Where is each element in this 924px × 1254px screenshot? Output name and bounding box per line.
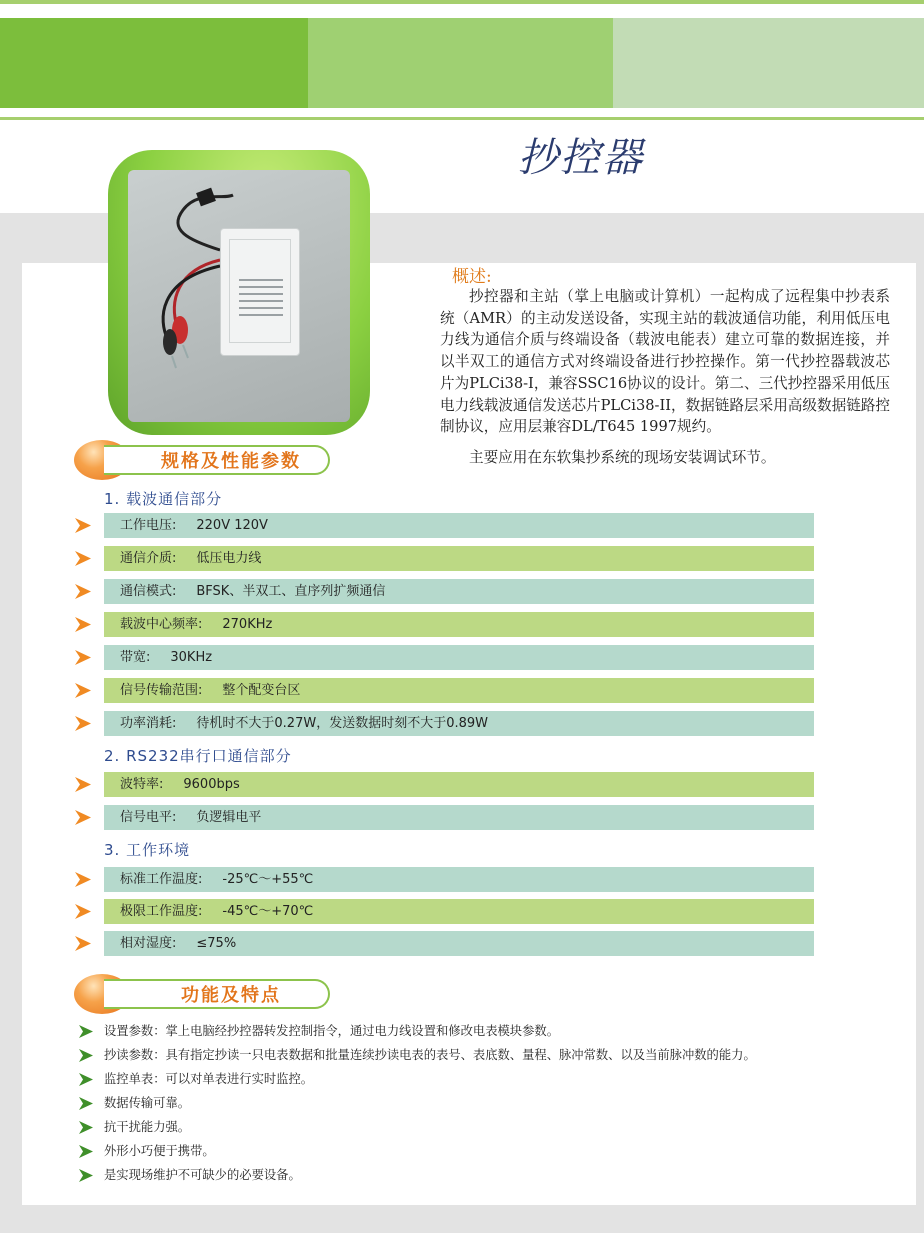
spec-bar bbox=[104, 513, 814, 538]
spec-value: 220V 120V bbox=[196, 518, 268, 533]
spec-group-title: 2. RS232串行口通信部分 bbox=[104, 747, 292, 765]
spec-label: 带宽: bbox=[120, 650, 151, 665]
header-band-1 bbox=[0, 18, 308, 108]
orange-arrow-icon bbox=[74, 715, 92, 732]
spec-bar bbox=[104, 645, 814, 670]
spec-row bbox=[74, 645, 814, 670]
orange-arrow-icon bbox=[74, 583, 92, 600]
spec-label: 工作电压: bbox=[120, 518, 177, 533]
orange-arrow-icon bbox=[74, 903, 92, 920]
spec-value: 270KHz bbox=[222, 617, 273, 632]
device-body bbox=[220, 228, 300, 356]
features-heading: 功能及特点 bbox=[181, 985, 281, 1006]
orange-arrow-icon bbox=[74, 809, 92, 826]
green-arrow-icon bbox=[78, 1144, 94, 1159]
spec-row bbox=[74, 579, 814, 604]
spec-bar bbox=[104, 612, 814, 637]
spec-bar bbox=[104, 931, 814, 956]
header-rule bbox=[0, 117, 924, 120]
spec-value: 整个配变台区 bbox=[222, 683, 301, 698]
page-title: 抄控器 bbox=[518, 135, 644, 181]
spec-row bbox=[74, 546, 814, 571]
feature-text: 抗干扰能力强。 bbox=[104, 1120, 191, 1134]
green-arrow-icon bbox=[78, 1096, 94, 1111]
spec-value: BFSK、半双工、直序列扩频通信 bbox=[196, 584, 386, 599]
spec-bar bbox=[104, 579, 814, 604]
spec-value: 待机时不大于0.27W，发送数据时刻不大于0.89W bbox=[196, 716, 488, 731]
spec-value: 30KHz bbox=[170, 650, 213, 665]
spec-label: 相对湿度: bbox=[120, 936, 177, 951]
spec-group-title: 3. 工作环境 bbox=[104, 841, 191, 859]
spec-row bbox=[74, 931, 814, 956]
orange-arrow-icon bbox=[74, 682, 92, 699]
spec-row bbox=[74, 805, 814, 830]
spec-label: 功率消耗: bbox=[120, 716, 177, 731]
spec-bar bbox=[104, 546, 814, 571]
feature-text: 抄读参数：具有指定抄读一只电表数据和批量连续抄读电表的表号、表底数、量程、脉冲常数、以及当前脉冲数的能力。 bbox=[104, 1048, 756, 1062]
green-arrow-icon bbox=[78, 1072, 94, 1087]
spec-label: 载波中心频率: bbox=[120, 617, 203, 632]
green-arrow-icon bbox=[78, 1168, 94, 1183]
green-arrow-icon bbox=[78, 1024, 94, 1039]
orange-arrow-icon bbox=[74, 935, 92, 952]
spec-bar bbox=[104, 772, 814, 797]
header-band-3 bbox=[613, 18, 924, 108]
feature-text: 设置参数：掌上电脑经抄控器转发控制指令，通过电力线设置和修改电表模块参数。 bbox=[104, 1024, 559, 1038]
orange-arrow-icon bbox=[74, 649, 92, 666]
spec-value: ≤75% bbox=[196, 936, 237, 951]
spec-label: 标准工作温度: bbox=[120, 872, 203, 887]
spec-row bbox=[74, 899, 814, 924]
spec-value: -25℃～+55℃ bbox=[222, 872, 314, 887]
intro-paragraph-2: 主要应用在东软集抄系统的现场安装调试环节。 bbox=[469, 449, 776, 466]
spec-row bbox=[74, 513, 814, 538]
spec-bar bbox=[104, 867, 814, 892]
specs-heading: 规格及性能参数 bbox=[161, 451, 301, 472]
spec-value: -45℃～+70℃ bbox=[222, 904, 314, 919]
spec-label: 波特率: bbox=[120, 777, 164, 792]
green-arrow-icon bbox=[78, 1048, 94, 1063]
device-label-text bbox=[239, 279, 283, 321]
orange-arrow-icon bbox=[74, 550, 92, 567]
orange-arrow-icon bbox=[74, 517, 92, 534]
features-section-header bbox=[74, 974, 330, 1014]
spec-value: 9600bps bbox=[183, 777, 240, 792]
product-photo bbox=[128, 170, 350, 422]
feature-text: 数据传输可靠。 bbox=[104, 1096, 191, 1110]
spec-row bbox=[74, 612, 814, 637]
intro-heading: 概述: bbox=[452, 267, 492, 287]
top-rule bbox=[0, 0, 924, 4]
spec-label: 通信介质: bbox=[120, 551, 177, 566]
spec-label: 信号电平: bbox=[120, 810, 177, 825]
spec-bar bbox=[104, 805, 814, 830]
orange-arrow-icon bbox=[74, 616, 92, 633]
spec-bar bbox=[104, 678, 814, 703]
spec-group-title: 1. 载波通信部分 bbox=[104, 490, 223, 508]
spec-bar bbox=[104, 711, 814, 736]
spec-label: 信号传输范围: bbox=[120, 683, 203, 698]
spec-value: 低压电力线 bbox=[196, 551, 262, 566]
green-arrow-icon bbox=[78, 1120, 94, 1135]
intro-paragraph: 抄控器和主站（掌上电脑或计算机）一起构成了远程集中抄表系统（AMR）的主动发送设备，实现主站的载波通信功能，利用低压电力线为通信介质与终端设备（载波电能表）建立可靠的数据连接，并以半双工的通信方式对终端设备进行抄控操作。第一代抄控器载波芯片为PLCi38-I，兼容SSC16协议的设计。第二、三代抄控器采用低压电力线载波通信发送芯片PLCi38-II，数据链路层采用高级数据链路控制协议，应用层兼容DL/T645 1997规约。 bbox=[440, 288, 890, 436]
header-band-2 bbox=[308, 18, 613, 108]
spec-row bbox=[74, 867, 814, 892]
spec-row bbox=[74, 772, 814, 797]
orange-arrow-icon bbox=[74, 776, 92, 793]
spec-label: 通信模式: bbox=[120, 584, 177, 599]
spec-bar bbox=[104, 899, 814, 924]
specs-section-header bbox=[74, 440, 330, 480]
orange-arrow-icon bbox=[74, 871, 92, 888]
spec-label: 极限工作温度: bbox=[120, 904, 203, 919]
feature-text: 是实现场维护不可缺少的必要设备。 bbox=[104, 1168, 301, 1182]
feature-text: 外形小巧便于携带。 bbox=[104, 1144, 215, 1158]
spec-value: 负逻辑电平 bbox=[196, 810, 262, 825]
spec-row bbox=[74, 678, 814, 703]
spec-row bbox=[74, 711, 814, 736]
feature-text: 监控单表：可以对单表进行实时监控。 bbox=[104, 1072, 314, 1086]
